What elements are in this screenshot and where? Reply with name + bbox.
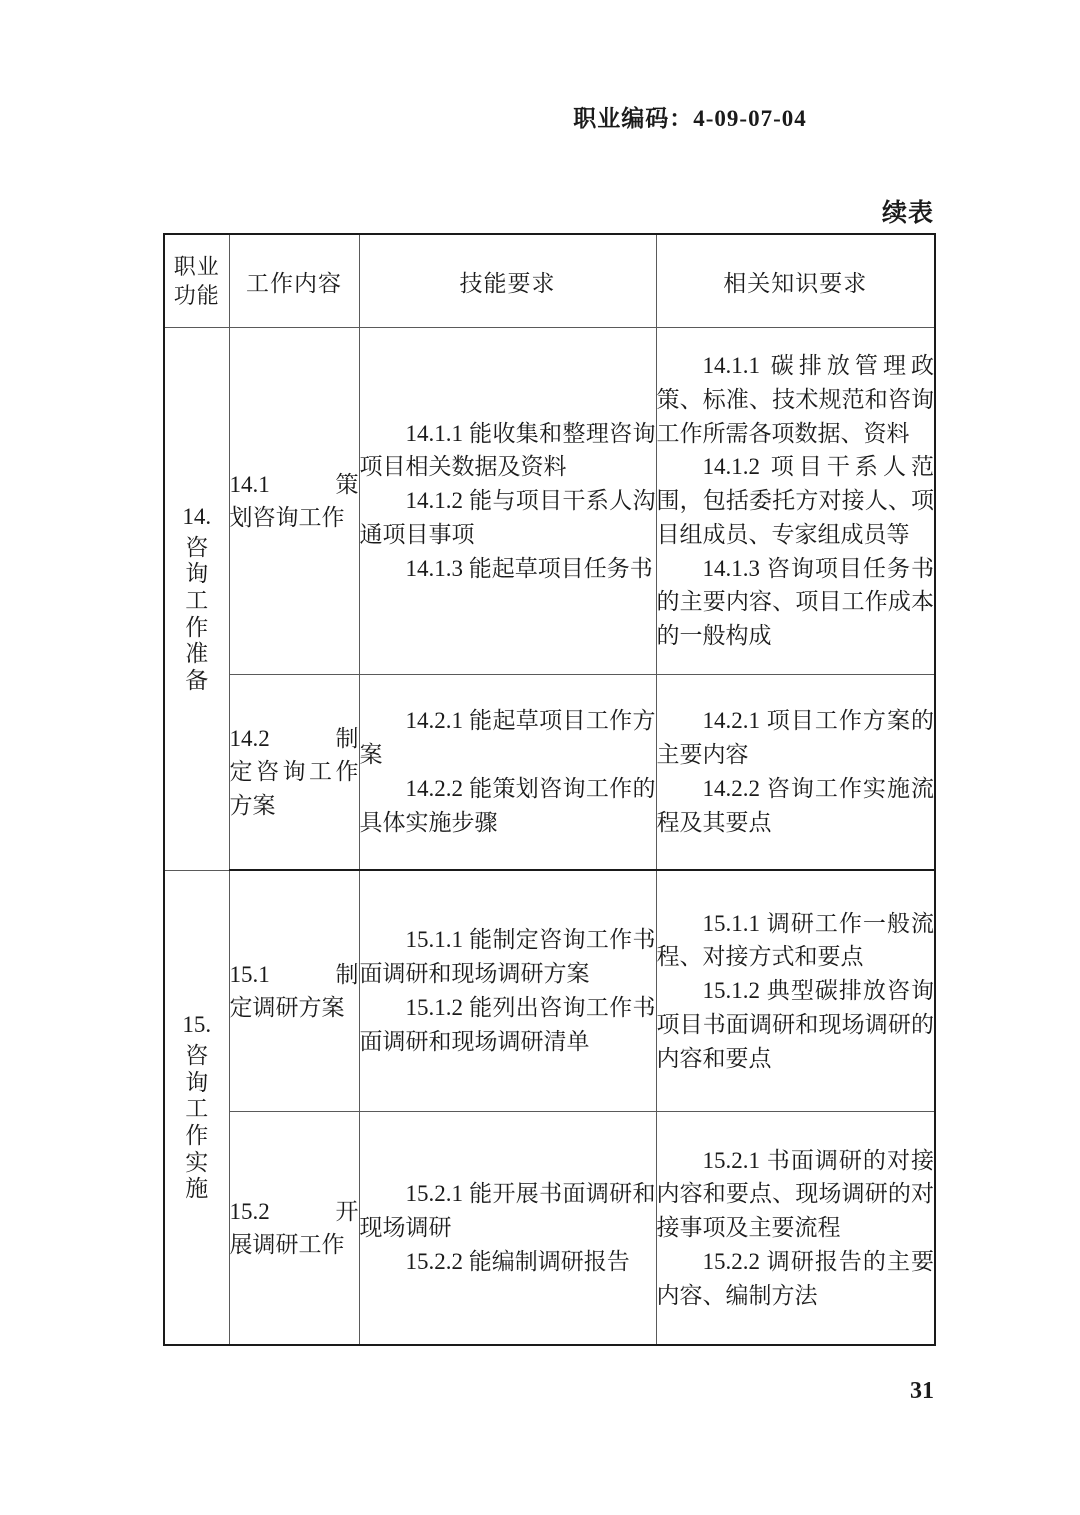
knowledge-item: 15.2.1 书面调研的对接内容和要点、现场调研的对接事项及主要流程 (656, 1147, 934, 1241)
knowledge-item: 14.2.1 项目工作方案的主要内容 (656, 708, 934, 768)
function-cell-15 (164, 870, 229, 1345)
function-char: 施 (185, 1176, 209, 1202)
work-content-cell-15-2 (229, 1112, 359, 1346)
page-number-text: 31 (910, 1378, 934, 1404)
knowledge-requirements-cell-14-2 (656, 675, 935, 871)
table-header-row (164, 234, 935, 328)
column-header-skill-requirements: 技能要求 (359, 234, 656, 328)
skill-requirements-cell-14-1 (359, 328, 656, 675)
knowledge-requirements-cell-14-1 (656, 328, 935, 675)
work-content-line: 划咨询工作 (229, 505, 345, 530)
function-char: 作 (185, 614, 209, 640)
knowledge-item: 15.1.1 调研工作一般流程、对接方式和要点 (656, 910, 934, 970)
knowledge-item: 14.2.2 咨询工作实施流程及其要点 (656, 776, 934, 835)
running-head-occupation-code (0, 100, 1080, 133)
page-number-folio (0, 1378, 934, 1405)
knowledge-item: 15.2.2 调研报告的主要内容、编制方法 (656, 1248, 934, 1308)
function-char: 备 (185, 667, 209, 693)
occupation-code-text: 职业编码：4-09-07-04 (573, 106, 807, 131)
standards-table-container (163, 233, 934, 1346)
function-char: 询 (185, 561, 209, 587)
skill-item: 15.1.2 能列出咨询工作书面调研和现场调研清单 (359, 995, 656, 1054)
function-char: 工 (185, 587, 209, 613)
function-char: 工 (185, 1096, 209, 1122)
function-char: 作 (185, 1123, 209, 1149)
skill-requirements-cell-14-2 (359, 675, 656, 871)
knowledge-item: 15.1.2 典型碳排放咨询项目书面调研和现场调研的内容和要点 (656, 978, 934, 1071)
work-content-line: 15.1 制 (229, 961, 359, 987)
function-char: 准 (185, 641, 209, 667)
column-header-knowledge-requirements: 相关知识要求 (656, 234, 935, 328)
skill-item: 14.1.3 能起草项目任务书 (405, 555, 653, 581)
function-char: 询 (185, 1069, 209, 1095)
knowledge-requirements-cell-15-1 (656, 870, 935, 1112)
skill-item: 14.2.2 能策划咨询工作的具体实施步骤 (359, 776, 656, 835)
work-content-cell-14-2 (229, 675, 359, 871)
work-content-line: 14.1 策 (229, 471, 359, 497)
function-char: 实 (185, 1149, 209, 1175)
skill-item: 15.1.1 能制定咨询工作书面调研和现场调研方案 (359, 927, 656, 987)
knowledge-item: 14.1.3 咨询项目任务书的主要内容、项目工作成本的一般构成 (656, 555, 934, 649)
function-char: 咨 (185, 1043, 209, 1069)
skill-requirements-cell-15-1 (359, 870, 656, 1112)
skill-item: 15.2.1 能开展书面调研和现场调研 (359, 1181, 656, 1241)
table-row (164, 870, 935, 1112)
column-header-work-content: 工作内容 (229, 234, 359, 328)
table-row (164, 328, 935, 675)
table-row (164, 675, 935, 871)
function-number-14: 14. (182, 503, 212, 529)
function-char: 咨 (185, 534, 209, 560)
function-name-15-vertical (165, 1043, 229, 1203)
work-content-line: 方案 (229, 792, 276, 818)
table-row (164, 1112, 935, 1346)
skill-item: 14.1.1 能收集和整理咨询项目相关数据及资料 (359, 420, 656, 480)
work-content-line: 定咨询工作 (229, 759, 359, 785)
continued-table-label (0, 193, 934, 229)
work-content-cell-15-1 (229, 870, 359, 1112)
column-header-function (164, 234, 229, 328)
column-header-function-line2: 功能 (173, 283, 220, 308)
knowledge-item: 14.1.1 碳排放管理政策、标准、技术规范和咨询工作所需各项数据、资料 (656, 352, 934, 446)
work-content-line: 14.2 制 (229, 725, 359, 751)
knowledge-requirements-cell-15-2 (656, 1112, 935, 1346)
function-cell-14 (164, 328, 229, 871)
occupational-standards-table (163, 233, 936, 1346)
function-number-15: 15. (182, 1012, 212, 1038)
continued-table-text: 续表 (881, 200, 934, 227)
knowledge-item: 14.1.2 项目干系人范围，包括委托方对接人、项目组成员、专家组成员等 (656, 454, 934, 547)
work-content-line: 展调研工作 (229, 1232, 345, 1257)
work-content-line: 定调研方案 (229, 995, 345, 1020)
work-content-cell-14-1 (229, 328, 359, 675)
skill-item: 15.2.2 能编制调研报告 (405, 1248, 630, 1274)
skill-requirements-cell-15-2 (359, 1112, 656, 1346)
work-content-line: 15.2 开 (229, 1198, 359, 1224)
skill-item: 14.1.2 能与项目干系人沟通项目事项 (359, 488, 656, 547)
column-header-function-line1: 职业 (173, 253, 220, 279)
skill-item: 14.2.1 能起草项目工作方案 (359, 708, 656, 768)
function-name-14-vertical (165, 535, 229, 695)
